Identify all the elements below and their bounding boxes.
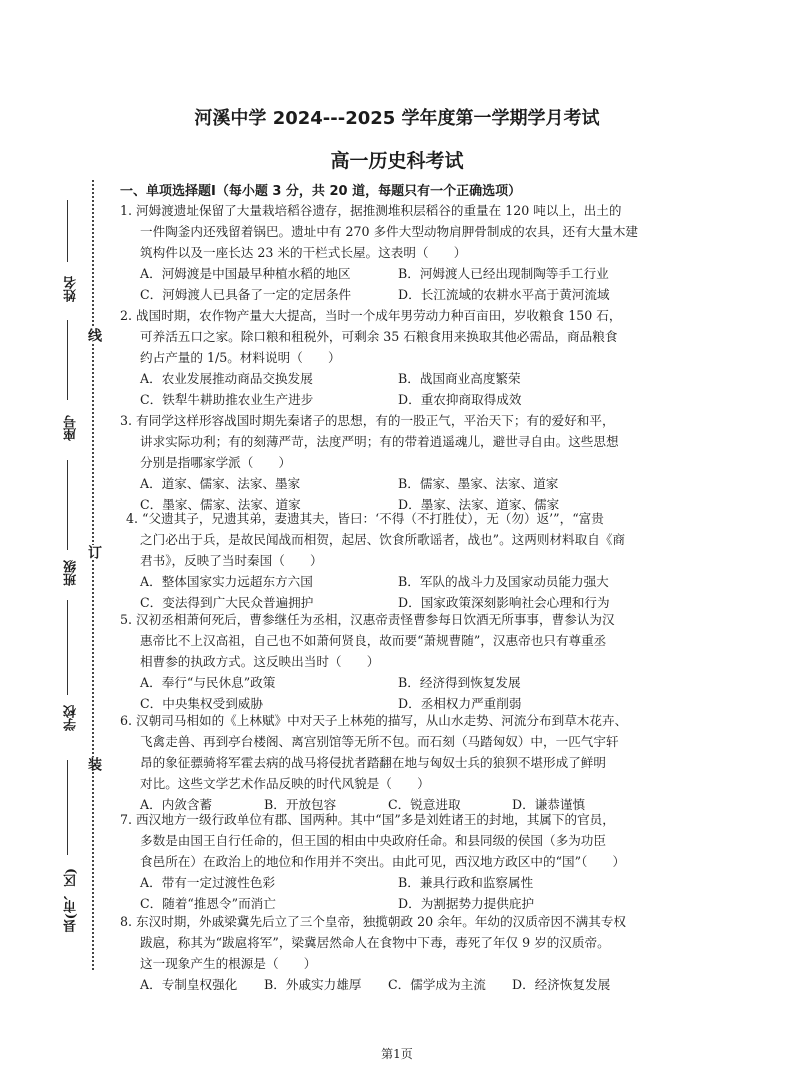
question-stem-line: 1. 河姆渡遗址保留了大量栽培稻谷遗存，据推测堆积层稻谷的重量在 120 吨以上，出土的 xyxy=(120,203,622,218)
question-stem-line: 跋扈，称其为“跋扈将军”，梁冀居然命人在食物中下毒，毒死了年仅 9 岁的汉质帝。 xyxy=(140,935,610,950)
option-a[interactable]: A．河姆渡是中国最早种植水稻的地区 xyxy=(140,266,351,281)
question-stem-line: 君书》，反映了当时秦国（ ） xyxy=(140,553,323,568)
seat-label: 座号 xyxy=(64,415,79,441)
option-c[interactable]: C．变法得到广大民众普遍拥护 xyxy=(140,595,314,610)
question-stem-line: 可养活五口之家。除口粮和租税外，可剩余 35 石粮食用来换取其他必需品，商品粮食 xyxy=(140,329,618,344)
option-b[interactable]: B．军队的战斗力及国家动员能力强大 xyxy=(398,574,609,589)
question-stem-line: 3. 有同学这样形容战国时期先秦诸子的思想，有的一股正气，平治天下；有的爱好和平， xyxy=(120,413,615,428)
option-b[interactable]: B．开放包容 xyxy=(264,797,337,812)
question-stem-line: 对比。这些文学艺术作品反映的时代风貌是（ ） xyxy=(140,776,430,791)
question-2 xyxy=(120,305,680,410)
seat-field[interactable] xyxy=(67,320,68,400)
class-label: 班级 xyxy=(64,560,79,586)
option-c[interactable]: C．中央集权受到威胁 xyxy=(140,696,263,711)
option-c[interactable]: C．锐意进取 xyxy=(388,797,461,812)
question-6 xyxy=(120,710,680,815)
option-b[interactable]: B．儒家、墨家、法家、道家 xyxy=(398,476,559,491)
question-7 xyxy=(120,809,680,914)
question-stem-line: 飞禽走兽、再到亭台楼阁、离宫别馆等无所不包。而石刻（马踏匈奴）中，一匹气宇轩 xyxy=(140,734,619,749)
option-c[interactable]: C．铁犁牛耕助推农业生产进步 xyxy=(140,392,314,407)
question-stem-line: 昂的象征骠骑将军霍去病的战马将侵扰者踏翻在地与匈奴士兵的狼狈不堪形成了鲜明 xyxy=(140,755,606,770)
option-a[interactable]: A．道家、儒家、法家、墨家 xyxy=(140,476,301,491)
option-d[interactable]: D．谦恭谨慎 xyxy=(512,797,586,812)
name-label: 姓名 xyxy=(64,276,79,302)
question-stem-line: 筑构件以及一座长达 23 米的干栏式长屋。这表明（ ） xyxy=(140,245,467,260)
binding-mark-fold: 装 xyxy=(86,757,102,771)
question-stem-line: 分别是指哪家学派（ ） xyxy=(140,455,292,470)
question-8 xyxy=(120,911,680,995)
question-4 xyxy=(120,508,680,613)
question-1 xyxy=(120,200,680,305)
question-stem-line: 多数是由国王自行任命的，但王国的相由中央政府任命。和县同级的侯国（多为功臣 xyxy=(140,833,606,848)
option-c[interactable]: C．随着“推恩令”而消亡 xyxy=(140,896,276,911)
question-stem-line: 约占产量的 1/5。材料说明（ ） xyxy=(140,350,341,365)
option-a[interactable]: A．带有一定过渡性色彩 xyxy=(140,875,276,890)
question-3 xyxy=(120,410,680,515)
question-5 xyxy=(120,609,680,714)
county-field[interactable] xyxy=(67,760,68,855)
option-d[interactable]: D．长江流域的农耕水平高于黄河流域 xyxy=(398,287,610,302)
question-stem-line: 食邑所在）在政治上的地位和作用并不突出。由此可见，西汉地方政区中的“国”（ ） xyxy=(140,854,626,869)
class-field[interactable] xyxy=(67,460,68,550)
question-stem-line: 讲求实际功利；有的刻薄严苛，法度严明；有的带着逍遥魂儿，避世寻自由。这些思想 xyxy=(140,434,619,449)
option-b[interactable]: B．外戚实力雄厚 xyxy=(264,977,362,992)
option-a[interactable]: A．奉行“与民休息”政策 xyxy=(140,675,276,690)
option-b[interactable]: B．兼具行政和监察属性 xyxy=(398,875,534,890)
question-stem-line: 之门必出于兵，是故民闻战而相贺，起居、饮食所歌谣者，战也”。这两则材料取自《商 xyxy=(140,532,626,547)
question-stem-line: 一件陶釜内还残留着锅巴。遗址中有 270 多件大型动物肩胛骨制成的农具，还有大量木建 xyxy=(140,224,639,239)
option-a[interactable]: A．整体国家实力远超东方六国 xyxy=(140,574,313,589)
question-stem-line: 4. “父遗其子，兄遗其弟，妻遗其夫，皆曰：‘不得（不打胜仗），无（勿）返’”，“富贵 xyxy=(126,511,604,526)
option-d[interactable]: D．重农抑商取得成效 xyxy=(398,392,522,407)
binding-mark-staple: 订 xyxy=(86,545,102,559)
option-c[interactable]: C．墨家、儒家、法家、道家 xyxy=(140,497,301,512)
section-heading: 一、单项选择题Ⅰ（每小题 3 分，共 20 道，每题只有一个正确选项） xyxy=(120,184,522,199)
question-stem-line: 2. 战国时期，农作物产量大大提高，当时一个成年男劳动力种百亩田，岁收粮食 150 石， xyxy=(120,308,622,323)
exam-subtitle: 高一历史科考试 xyxy=(330,150,464,172)
option-b[interactable]: B．战国商业高度繁荣 xyxy=(398,371,521,386)
school-field[interactable] xyxy=(67,600,68,695)
option-d[interactable]: D．为割据势力提供庇护 xyxy=(398,896,535,911)
county-label: 县(市、区) xyxy=(64,868,79,933)
question-stem-line: 7. 西汉地方一级行政单位有郡、国两种。其中“国”多是刘姓诸王的封地，其属下的官员， xyxy=(120,812,615,827)
binding-dotted-line xyxy=(92,180,94,970)
option-a[interactable]: A．农业发展推动商品交换发展 xyxy=(140,371,313,386)
name-field[interactable] xyxy=(67,200,68,262)
question-stem-line: 这一现象产生的根源是（ ） xyxy=(140,956,317,971)
option-b[interactable]: B．河姆渡人已经出现制陶等手工行业 xyxy=(398,266,609,281)
binding-mark-line: 线 xyxy=(86,328,102,342)
option-d[interactable]: D．墨家、法家、道家、儒家 xyxy=(398,497,560,512)
option-a[interactable]: A．内敛含蓄 xyxy=(140,797,213,812)
option-c[interactable]: C．河姆渡人已具备了一定的定居条件 xyxy=(140,287,352,302)
option-a[interactable]: A．专制皇权强化 xyxy=(140,977,238,992)
option-d[interactable]: D．国家政策深刻影响社会心理和行为 xyxy=(398,595,610,610)
question-stem-line: 惠帝比不上汉高祖，自己也不如萧何贤良，故而要“萧规曹随”，汉惠帝也只有尊重丞 xyxy=(140,633,607,648)
option-d[interactable]: D．丞相权力严重削弱 xyxy=(398,696,522,711)
question-stem-line: 8. 东汉时期，外戚梁冀先后立了三个皇帝，独揽朝政 20 余年。年幼的汉质帝因不满其专权 xyxy=(120,914,627,929)
exam-title: 河溪中学 2024---2025 学年度第一学期学月考试 xyxy=(194,108,600,129)
option-d[interactable]: D．经济恢复发展 xyxy=(512,977,611,992)
page-number: 第1页 xyxy=(381,1047,413,1061)
option-c[interactable]: C．儒学成为主流 xyxy=(388,977,486,992)
option-b[interactable]: B．经济得到恢复发展 xyxy=(398,675,521,690)
question-stem-line: 6. 汉朝司马相如的《上林赋》中对天子上林苑的描写，从山水走势、河流分布到草木花卉、 xyxy=(120,713,628,728)
school-label: 学校 xyxy=(64,705,79,731)
question-stem-line: 5. 汉初丞相萧何死后，曹参继任为丞相，汉惠帝责怪曹参每日饮酒无所事事，曹参认为汉 xyxy=(120,612,615,627)
question-stem-line: 相曹参的执政方式。这反映出当时（ ） xyxy=(140,654,380,669)
